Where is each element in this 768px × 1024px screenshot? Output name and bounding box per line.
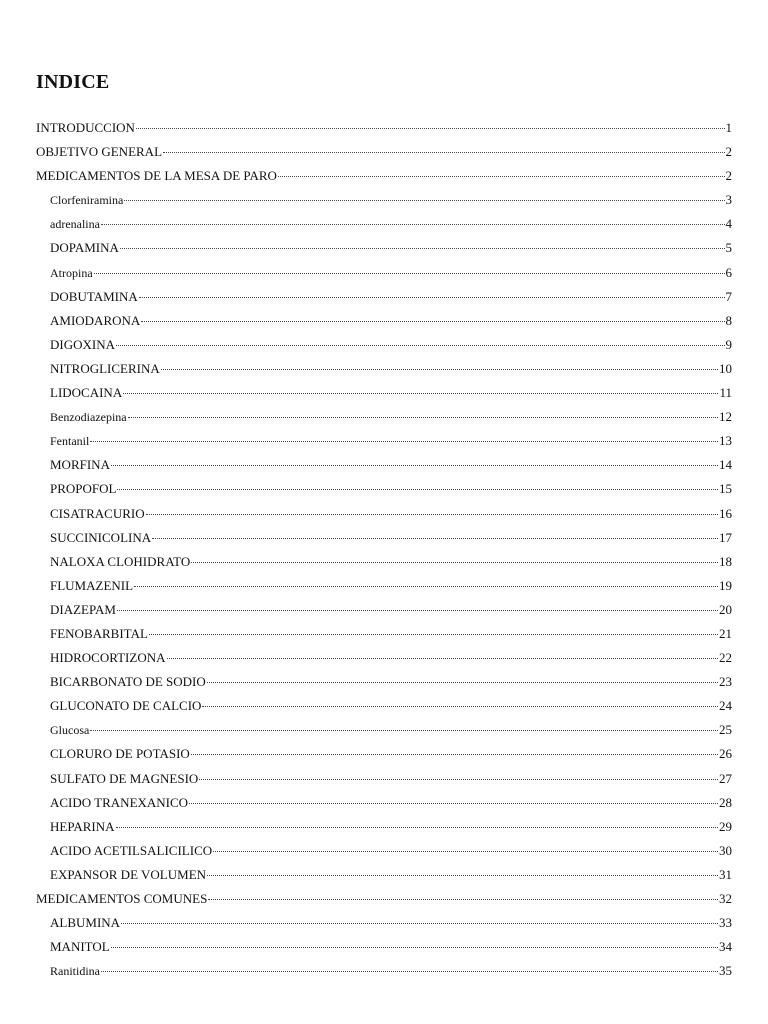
dot-leader (94, 273, 725, 274)
toc-entry-label: CISATRACURIO (50, 505, 145, 521)
toc-entry-label: EXPANSOR DE VOLUMEN (50, 866, 207, 882)
toc-entry-label: Ranitidina (50, 964, 100, 979)
page-title: INDICE (36, 71, 110, 93)
toc-entry[interactable] (36, 164, 732, 188)
toc-entry-label: Benzodiazepina (50, 410, 127, 425)
toc-entry[interactable] (50, 285, 732, 309)
toc-entry[interactable] (36, 140, 732, 164)
dot-leader (128, 417, 718, 418)
toc-entry-label: ACIDO ACETILSALICILICO (50, 842, 213, 858)
toc-entry[interactable] (50, 429, 732, 453)
toc-entry-page-number: 4 (725, 216, 732, 232)
dot-leader (90, 441, 718, 442)
toc-entry-label: LIDOCAINA (50, 385, 123, 401)
toc-entry-label: INTRODUCCION (36, 120, 135, 135)
toc-entry-page-number: 19 (719, 577, 732, 593)
toc-entry[interactable] (50, 742, 732, 766)
dot-leader (189, 803, 718, 804)
toc-entry-page-number: 2 (725, 168, 732, 184)
dot-leader (149, 634, 718, 635)
dot-leader (146, 514, 718, 515)
toc-entry-page-number: 24 (719, 698, 732, 714)
toc-entry-label: BICARBONATO DE SODIO (50, 674, 206, 690)
toc-entry[interactable] (50, 839, 732, 863)
toc-entry[interactable] (50, 309, 732, 333)
toc-entry-label: OBJETIVO GENERAL (36, 144, 163, 160)
toc-entry-page-number: 27 (719, 770, 732, 786)
dot-leader (136, 128, 725, 129)
toc-entry-page-number: 35 (719, 963, 732, 979)
dot-leader (139, 297, 725, 298)
toc-entry-page-number: 21 (719, 625, 732, 641)
dot-leader (124, 200, 724, 201)
toc-entry-page-number: 6 (725, 264, 732, 280)
toc-entry-page-number: 31 (719, 866, 732, 882)
toc-entry-page-number: 11 (719, 385, 732, 401)
toc-entry-page-number: 30 (719, 842, 732, 858)
toc-entry-page-number: 28 (719, 794, 732, 810)
dot-leader (199, 779, 718, 780)
dot-leader (208, 899, 718, 900)
toc-entry[interactable] (50, 357, 732, 381)
toc-entry[interactable] (50, 767, 732, 791)
dot-leader (163, 152, 724, 153)
toc-entry[interactable] (50, 236, 732, 260)
toc-entry[interactable] (50, 598, 732, 622)
toc-entry-page-number: 12 (719, 409, 732, 425)
toc-entry-page-number: 15 (719, 481, 732, 497)
dot-leader (116, 345, 725, 346)
toc-entry-label: DIAZEPAM (50, 601, 116, 617)
dot-leader (207, 875, 718, 876)
toc-entry[interactable] (36, 116, 732, 140)
dot-leader (123, 393, 718, 394)
toc-entry-label: Clorfeniramina (50, 193, 124, 208)
toc-entry-page-number: 23 (719, 674, 732, 690)
toc-entry[interactable] (50, 453, 732, 477)
toc-entry-page-number: 10 (719, 360, 732, 376)
dot-leader (167, 658, 719, 659)
toc-entry-label: CLORURO DE POTASIO (50, 746, 190, 762)
toc-entry[interactable] (50, 670, 732, 694)
toc-entry[interactable] (50, 863, 732, 887)
toc-entry-page-number: 20 (719, 601, 732, 617)
toc-entry-page-number: 33 (719, 915, 732, 931)
table-of-contents (0, 116, 768, 983)
toc-entry-label: SULFATO DE MAGNESIO (50, 770, 199, 786)
toc-entry[interactable] (50, 333, 732, 357)
toc-entry-label: NITROGLICERINA (50, 360, 160, 376)
toc-entry-page-number: 32 (719, 891, 732, 906)
toc-entry-page-number: 25 (719, 722, 732, 738)
toc-entry[interactable] (50, 261, 732, 285)
dot-leader (134, 586, 718, 587)
toc-entry-page-number: 1 (725, 120, 732, 135)
toc-entry[interactable] (50, 477, 732, 501)
dot-leader (111, 465, 718, 466)
toc-entry[interactable] (50, 935, 732, 959)
toc-entry[interactable] (36, 887, 732, 911)
toc-entry-label: PROPOFOL (50, 481, 117, 497)
toc-entry-label: DIGOXINA (50, 336, 115, 352)
dot-leader (141, 321, 724, 322)
toc-entry-label: DOBUTAMINA (50, 288, 138, 304)
toc-entry[interactable] (50, 405, 732, 429)
toc-entry[interactable] (50, 959, 732, 983)
dot-leader (121, 923, 718, 924)
dot-leader (120, 248, 725, 249)
toc-entry-label: MORFINA (50, 457, 110, 473)
toc-entry-page-number: 17 (719, 529, 732, 545)
toc-entry-page-number: 8 (725, 312, 732, 328)
toc-entry-page-number: 16 (719, 505, 732, 521)
toc-entry-label: Glucosa (50, 723, 90, 738)
dot-leader (117, 489, 718, 490)
toc-entry-label: MEDICAMENTOS DE LA MESA DE PARO (36, 168, 277, 184)
toc-entry[interactable] (50, 526, 732, 550)
toc-entry-label: FLUMAZENIL (50, 577, 134, 593)
dot-leader (207, 682, 718, 683)
toc-entry[interactable] (50, 815, 732, 839)
toc-entry[interactable] (50, 718, 732, 742)
toc-entry-label: MANITOL (50, 939, 110, 955)
toc-entry-page-number: 18 (719, 553, 732, 569)
toc-entry-label: Fentanil (50, 434, 90, 449)
toc-entry[interactable] (50, 646, 732, 670)
toc-entry-label: NALOXA CLOHIDRATO (50, 553, 191, 569)
toc-entry-label: HEPARINA (50, 818, 115, 834)
toc-entry[interactable] (50, 622, 732, 646)
dot-leader (202, 706, 718, 707)
toc-entry-page-number: 9 (725, 336, 732, 352)
dot-leader (101, 224, 725, 225)
toc-entry-page-number: 22 (719, 650, 732, 666)
dot-leader (111, 947, 718, 948)
toc-entry-label: FENOBARBITAL (50, 625, 148, 641)
dot-leader (117, 610, 718, 611)
toc-entry-page-number: 13 (719, 433, 732, 449)
dot-leader (161, 369, 718, 370)
toc-entry-page-number: 34 (719, 939, 732, 955)
toc-entry-page-number: 2 (725, 144, 732, 160)
dot-leader (191, 754, 718, 755)
dot-leader (213, 851, 718, 852)
dot-leader (191, 562, 718, 563)
toc-entry-label: adrenalina (50, 217, 100, 232)
toc-entry[interactable] (50, 212, 732, 236)
dot-leader (152, 538, 718, 539)
toc-entry-label: GLUCONATO DE CALCIO (50, 698, 202, 714)
toc-entry-page-number: 26 (719, 746, 732, 762)
dot-leader (116, 827, 718, 828)
dot-leader (90, 730, 718, 731)
toc-entry-page-number: 5 (725, 240, 732, 256)
toc-entry-page-number: 7 (725, 288, 732, 304)
toc-entry[interactable] (50, 791, 732, 815)
toc-entry-label: Atropina (50, 265, 93, 280)
toc-entry[interactable] (50, 911, 732, 935)
toc-entry[interactable] (50, 550, 732, 574)
toc-entry-label: DOPAMINA (50, 240, 119, 256)
toc-entry[interactable] (50, 188, 732, 212)
toc-entry-label: MEDICAMENTOS COMUNES (36, 891, 208, 906)
toc-entry[interactable] (50, 502, 732, 526)
dot-leader (101, 971, 718, 972)
toc-entry[interactable] (50, 381, 732, 405)
toc-entry-label: AMIODARONA (50, 312, 141, 328)
toc-entry[interactable] (50, 574, 732, 598)
toc-entry-label: ALBUMINA (50, 915, 121, 931)
toc-entry-page-number: 14 (719, 457, 732, 473)
toc-entry[interactable] (50, 694, 732, 718)
toc-entry-page-number: 29 (719, 818, 732, 834)
toc-entry-label: HIDROCORTIZONA (50, 650, 166, 666)
dot-leader (278, 176, 725, 177)
toc-entry-page-number: 3 (725, 192, 732, 208)
toc-entry-label: ACIDO TRANEXANICO (50, 794, 189, 810)
toc-entry-label: SUCCINICOLINA (50, 529, 152, 545)
